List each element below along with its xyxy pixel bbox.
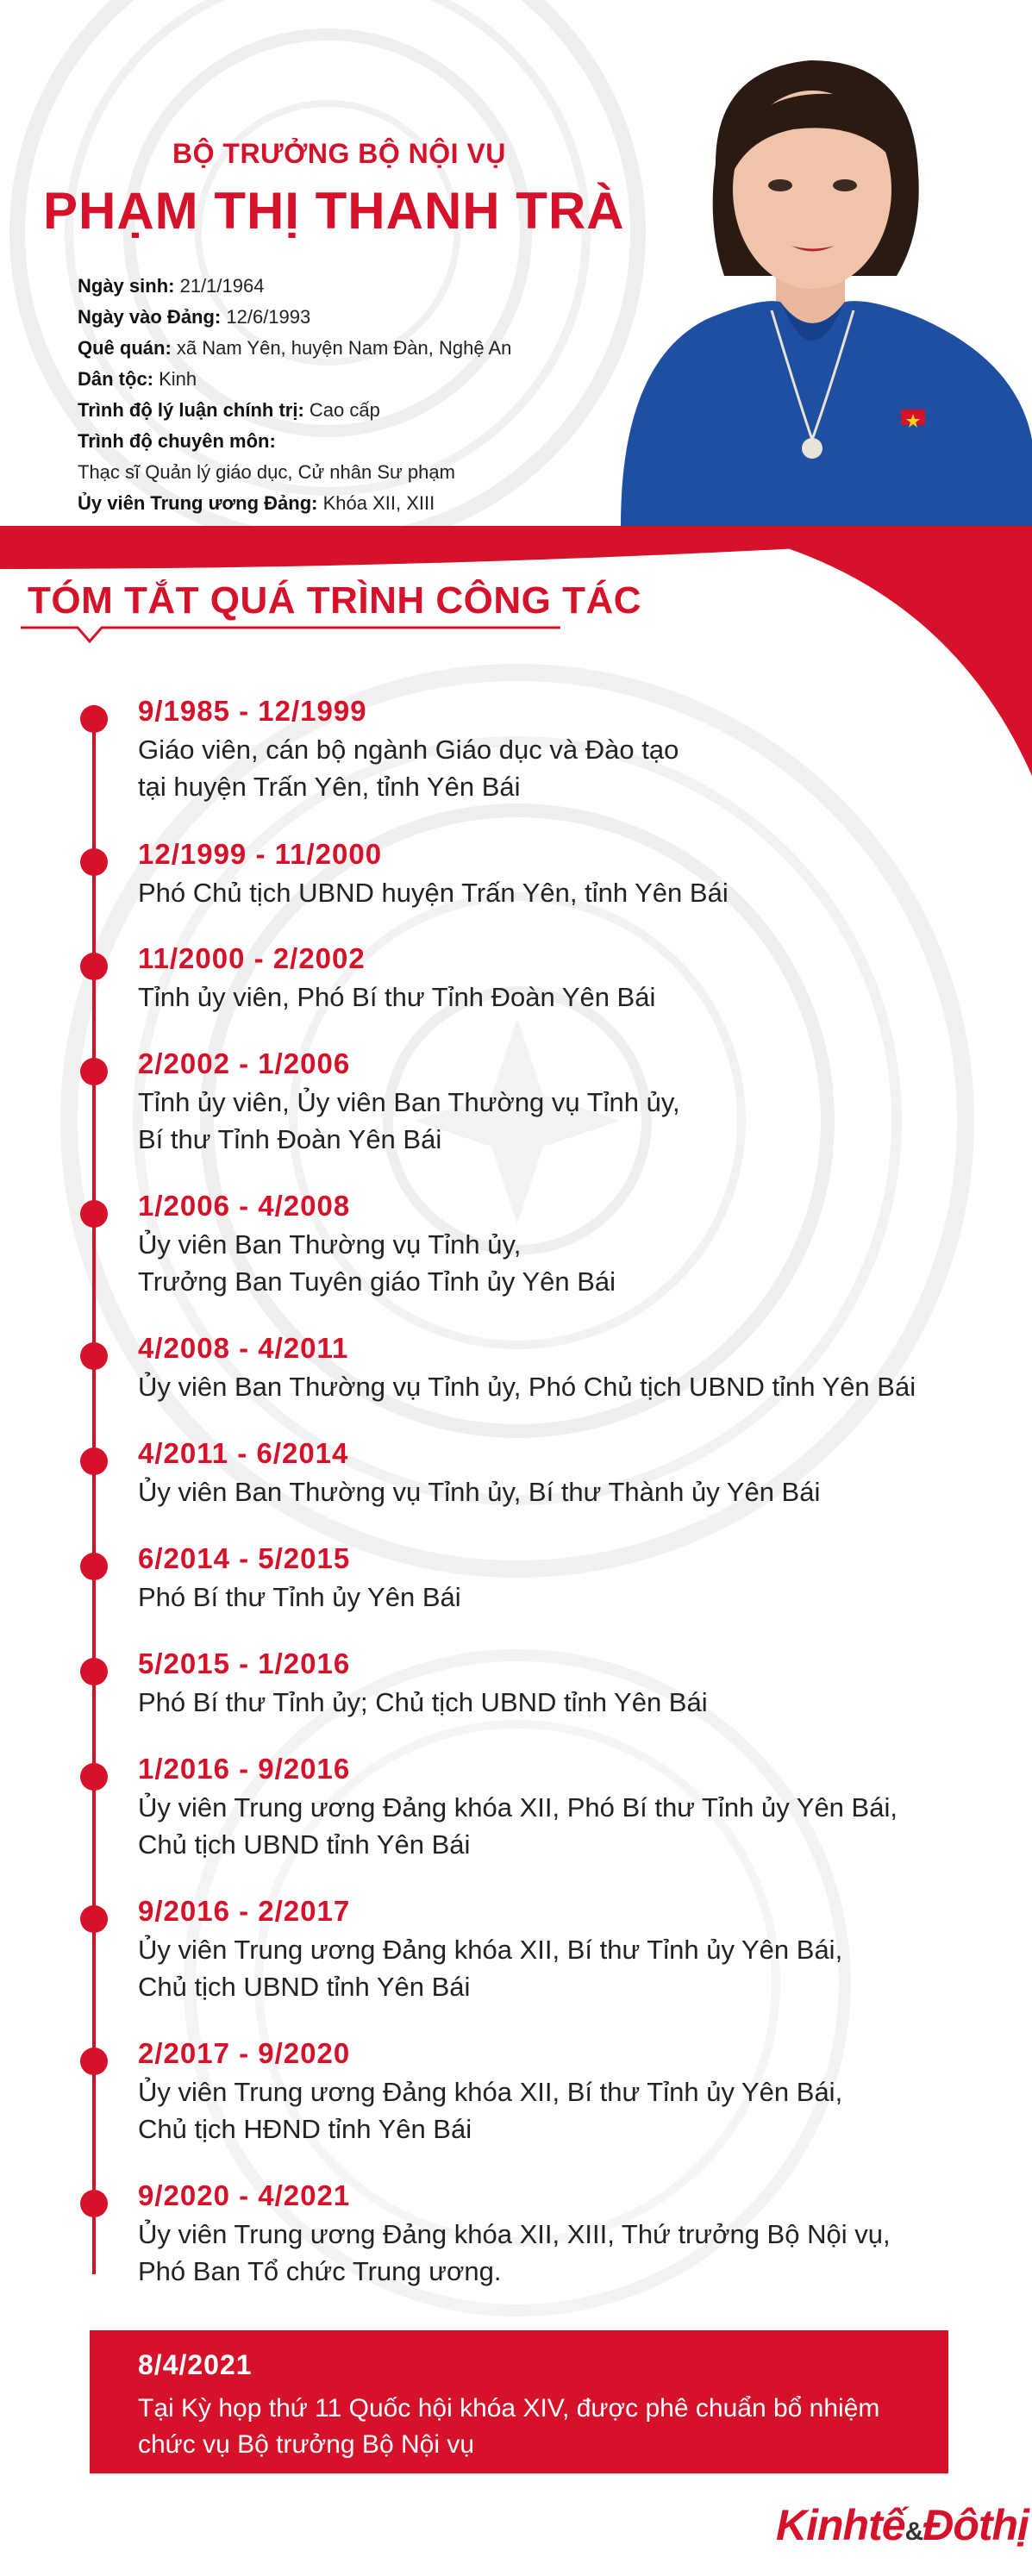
timeline-dot <box>80 705 108 733</box>
timeline-period: 1/2016 - 9/2016 <box>138 1753 351 1785</box>
timeline-dot <box>80 2190 108 2217</box>
timeline-dot <box>80 1447 108 1475</box>
timeline-period: 9/2016 - 2/2017 <box>138 1895 351 1927</box>
timeline-description: Trưởng Ban Tuyên giáo Tỉnh ủy Yên Bái <box>138 1266 616 1297</box>
timeline-description: Ủy viên Ban Thường vụ Tỉnh ủy, Phó Chủ tịch UBND tỉnh Yên Bái <box>138 1372 916 1402</box>
timeline-dot <box>80 1905 108 1933</box>
timeline-description: Ủy viên Trung ương Đảng khóa XII, Bí thư Tỉnh ủy Yên Bái, <box>138 1935 843 1965</box>
timeline-description: Chủ tịch UBND tỉnh Yên Bái <box>138 1829 471 1860</box>
timeline-description: Ủy viên Trung ương Đảng khóa XII, Bí thư Tỉnh ủy Yên Bái, <box>138 2077 843 2107</box>
timeline-description: Giáo viên, cán bộ ngành Giáo dục và Đào tạo <box>138 735 679 765</box>
timeline-period: 4/2008 - 4/2011 <box>138 1332 349 1364</box>
timeline-description: Chủ tịch HĐND tỉnh Yên Bái <box>138 2114 472 2144</box>
appointment-text: Tại Kỳ họp thứ 11 Quốc hội khóa XIV, được phê chuẩn bổ nhiệm chức vụ Bộ trưởng Bộ Nội vụ <box>138 2394 880 2459</box>
timeline-period: 12/1999 - 11/2000 <box>138 838 383 870</box>
timeline-description: Bí thư Tỉnh Đoàn Yên Bái <box>138 1124 442 1154</box>
timeline-description: Ủy viên Trung ương Đảng khóa XII, Phó Bí thư Tỉnh ủy Yên Bái, <box>138 1792 898 1823</box>
position-title: BỘ TRƯỞNG BỘ NỘI VỤ <box>172 138 506 169</box>
publisher-logo: Kinhtế&Đôthị <box>776 2501 1029 2549</box>
timeline-description: Phó Ban Tổ chức Trung ương. <box>138 2256 502 2286</box>
fact-birth-date: Ngày sinh: 21/1/1964 <box>78 275 265 297</box>
timeline-dot <box>80 1553 108 1580</box>
fact-professional-level: Trình độ chuyên môn: <box>78 430 276 452</box>
timeline-dot <box>80 1658 108 1685</box>
timeline-period: 4/2011 - 6/2014 <box>138 1437 349 1469</box>
fact-ethnicity: Dân tộc: Kinh <box>78 368 197 390</box>
timeline-period: 5/2015 - 1/2016 <box>138 1648 351 1679</box>
timeline-period: 6/2014 - 5/2015 <box>138 1542 351 1574</box>
timeline-description: Ủy viên Ban Thường vụ Tỉnh ủy, Bí thư Thành ủy Yên Bái <box>138 1477 821 1507</box>
fact-party-join-date: Ngày vào Đảng: 12/6/1993 <box>78 306 311 328</box>
timeline-period: 2/2017 - 9/2020 <box>138 2037 351 2069</box>
timeline-period: 1/2006 - 4/2008 <box>138 1190 351 1222</box>
section-title: TÓM TẮT QUÁ TRÌNH CÔNG TÁC <box>28 579 642 622</box>
fact-hometown: Quê quán: xã Nam Yên, huyện Nam Đàn, Nghệ An <box>78 337 512 359</box>
portrait-photo <box>586 34 1032 526</box>
person-name: PHẠM THỊ THANH TRÀ <box>43 182 625 240</box>
biography-facts <box>78 271 586 519</box>
timeline-description: Tỉnh ủy viên, Ủy viên Ban Thường vụ Tỉnh ủy, <box>138 1087 680 1117</box>
timeline-period: 9/1985 - 12/1999 <box>138 695 367 727</box>
timeline-description: Chủ tịch UBND tỉnh Yên Bái <box>138 1972 471 2002</box>
timeline-period: 11/2000 - 2/2002 <box>138 942 366 974</box>
red-swoosh <box>741 535 1032 776</box>
timeline-period: 9/2020 - 4/2021 <box>138 2179 351 2211</box>
timeline-dot <box>80 848 108 876</box>
timeline-description: Phó Bí thư Tỉnh ủy; Chủ tịch UBND tỉnh Yên Bái <box>138 1687 708 1717</box>
fact-central-committee: Ủy viên Trung ương Đảng: Khóa XII, XIII <box>78 492 435 514</box>
timeline-description: Tỉnh ủy viên, Phó Bí thư Tỉnh Đoàn Yên Bái <box>138 982 656 1012</box>
timeline-period: 2/2002 - 1/2006 <box>138 1047 351 1079</box>
appointment-date: 8/4/2021 <box>138 2349 253 2380</box>
timeline-dot <box>80 1763 108 1791</box>
section-title-underline <box>21 628 560 641</box>
timeline-description: Ủy viên Ban Thường vụ Tỉnh ủy, <box>138 1229 522 1260</box>
fact-political-theory: Trình độ lý luận chính trị: Cao cấp <box>78 399 380 421</box>
timeline-dot <box>80 1200 108 1228</box>
timeline-dot <box>80 1058 108 1085</box>
timeline-dot <box>80 1342 108 1370</box>
appointment-highlight-box <box>90 2330 948 2473</box>
timeline-description: Ủy viên Trung ương Đảng khóa XII, XIII, Thứ trưởng Bộ Nội vụ, <box>138 2219 891 2249</box>
timeline-description: Phó Chủ tịch UBND huyện Trấn Yên, tỉnh Yên Bái <box>138 878 729 908</box>
timeline-dot <box>80 953 108 980</box>
timeline-description: Phó Bí thư Tỉnh ủy Yên Bái <box>138 1582 461 1612</box>
fact-degrees: Thạc sĩ Quản lý giáo dục, Cử nhân Sư phạm <box>78 461 455 483</box>
timeline-description: tại huyện Trấn Yên, tỉnh Yên Bái <box>138 772 521 802</box>
timeline-dot <box>80 2048 108 2075</box>
